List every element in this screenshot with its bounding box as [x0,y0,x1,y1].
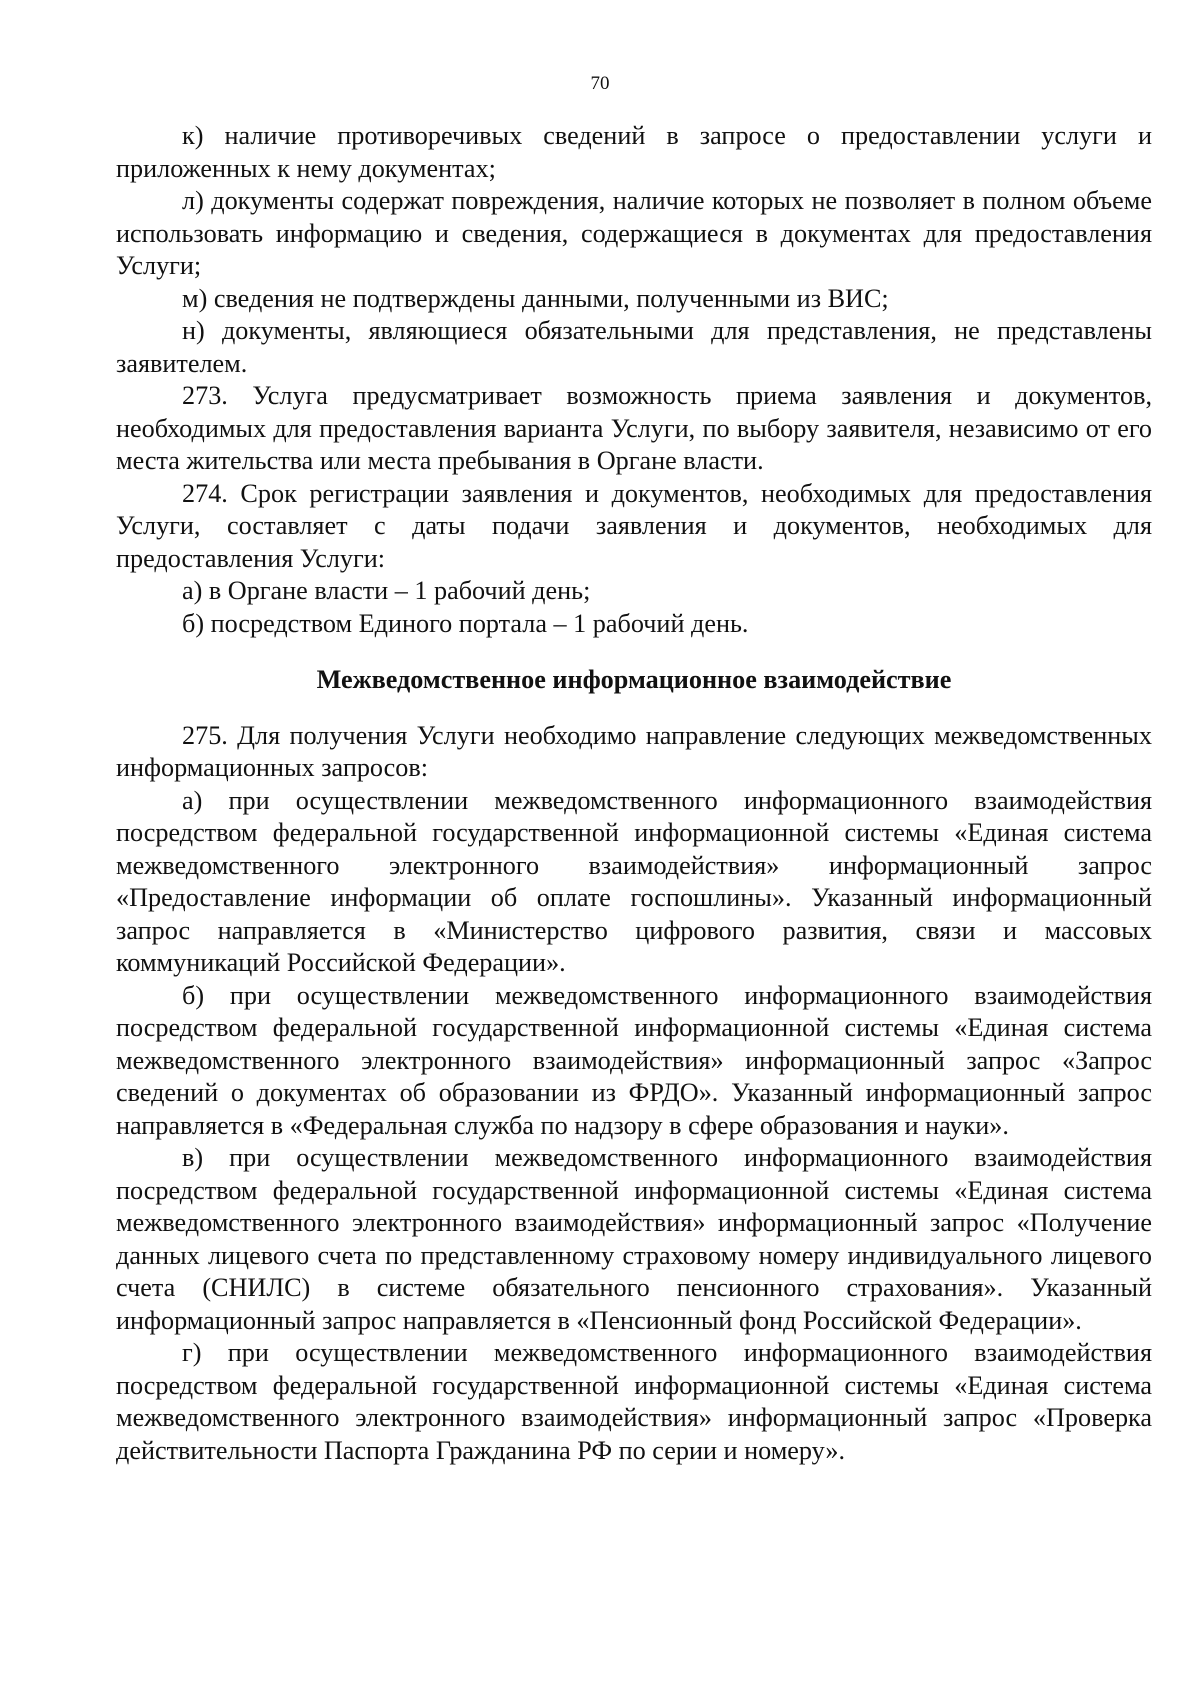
list-item-l: л) документы содержат повреждения, наличие которых не позволяет в полном объеме использовать информацию и сведения, содержащиеся в документах для предоставления Услуги; [116,186,1152,280]
clause-275: 275. Для получения Услуги необходимо направление следующих межведомственных информационных запросов: [116,720,1152,782]
list-item-n: н) документы, являющиеся обязательными для представления, не представлены заявителем. [116,316,1152,378]
section-heading: Межведомственное информационное взаимодействие [316,665,952,694]
list-item-k: к) наличие противоречивых сведений в запросе о предоставлении услуги и приложенных к нему документах; [116,121,1152,183]
document-body [116,120,1152,1467]
clause-274: 274. Срок регистрации заявления и документов, необходимых для предоставления Услуги, составляет с даты подачи заявления и документов, необходимых для предоставления Услуги: [116,478,1152,573]
list-item-m: м) сведения не подтверждены данными, полученными из ВИС; [182,283,889,313]
page-number: 70 [590,73,610,94]
request-item-v: в) при осуществлении межведомственного информационного взаимодействия посредством федеральной государственной информационной системы «Единая система межведомственного электронного взаимодействия» информационный запрос «Получение данных лицевого счета по представленному страховому номеру индивидуального лицевого счета (СНИЛС) в системе обязательного пенсионного страхования». Указанный информационный запрос направляется в «Пенсионный фонд Российской Федерации». [116,1143,1152,1335]
list-item-b-registration: б) посредством Единого портала – 1 рабочий день. [182,608,749,638]
request-item-b: б) при осуществлении межведомственного информационного взаимодействия посредством федеральной государственной информационной системы «Единая система межведомственного электронного взаимодействия» информационный запрос «Запрос сведений о документах об образовании из ФРДО». Указанный информационный запрос направляется в «Федеральная служба по надзору в сфере образования и науки». [116,980,1152,1140]
list-item-a-registration: а) в Органе власти – 1 рабочий день; [182,576,591,605]
clause-273: 273. Услуга предусматривает возможность приема заявления и документов, необходимых для предоставления варианта Услуги, по выбору заявителя, независимо от его места жительства или места пребывания в Органе власти. [116,381,1152,475]
request-item-g: г) при осуществлении межведомственного информационного взаимодействия посредством федеральной государственной информационной системы «Единая система межведомственного электронного взаимодействия» информационный запрос «Проверка действительности Паспорта Гражданина РФ по серии и номеру». [116,1338,1152,1465]
request-item-a: а) при осуществлении межведомственного информационного взаимодействия посредством федеральной государственной информационной системы «Единая система межведомственного электронного взаимодействия» информационный запрос «Предоставление информации об оплате госпошлины». Указанный информационный запрос направляется в «Министерство цифрового развития, связи и массовых коммуникаций Российской Федерации». [116,785,1152,977]
